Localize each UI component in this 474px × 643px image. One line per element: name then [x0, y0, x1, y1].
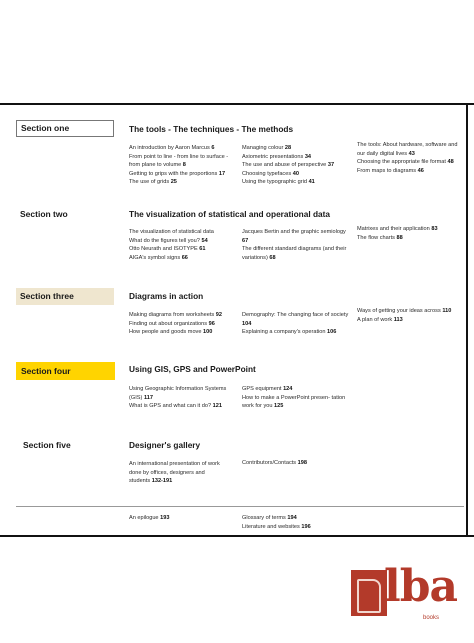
section-one-col-1 — [129, 144, 237, 187]
toc-entry-page: 88 — [396, 234, 403, 241]
toc-entry — [129, 320, 237, 329]
toc-entry-text: Using the typographic grid — [242, 179, 307, 186]
footer-col-1 — [129, 514, 237, 523]
toc-entry-text: A plan of work — [357, 316, 393, 323]
section-three-label: Section three — [16, 288, 114, 305]
book-shape — [357, 579, 381, 613]
toc-entry — [242, 459, 350, 468]
toc-entry-text: The use of grids — [129, 179, 170, 186]
toc-entry-page: 34 — [304, 153, 312, 160]
toc-entry-text: GPS equipment — [242, 386, 282, 392]
toc-entry-page: 83 — [431, 226, 438, 232]
toc-entry-text: How people and goods move — [129, 329, 202, 336]
toc-entry — [129, 385, 237, 402]
toc-entry — [129, 402, 237, 411]
toc-entry-page: 121 — [212, 403, 222, 410]
toc-entry-page: 25 — [170, 179, 177, 186]
toc-entry-text: Getting to grips with the proportions — [129, 170, 218, 177]
toc-entry — [129, 153, 237, 170]
toc-entry-page: 106 — [327, 329, 337, 336]
toc-entry-text: The visualization of statistical data — [129, 229, 214, 235]
footer-divider — [16, 506, 464, 507]
section-four-col-1 — [129, 385, 237, 411]
toc-entry — [242, 245, 350, 262]
toc-entry-text: An epilogue — [129, 515, 159, 521]
section-five-col-1 — [129, 460, 223, 486]
toc-entry-text: Explaining a company's operation — [242, 329, 326, 336]
toc-entry — [129, 178, 237, 187]
toc-entry-text: Matrixes and their application — [357, 226, 430, 232]
toc-entry-page: 96 — [208, 320, 215, 327]
logo-subtitle: books — [423, 615, 440, 621]
toc-entry-text: The flow charts — [357, 234, 395, 241]
toc-entry-page: 40 — [292, 170, 299, 177]
toc-entry-text: What is GPS and what can it do? — [129, 403, 212, 410]
section-two-col-1 — [129, 228, 237, 262]
toc-entry-text: Managing colour — [242, 145, 284, 151]
toc-entry-page: 124 — [283, 386, 293, 392]
section-three-title: Diagrams in action — [129, 291, 204, 301]
toc-entry-text: The use and abuse of perspective — [242, 162, 327, 169]
toc-entry-text: Choosing the appropriate file format — [357, 159, 446, 166]
toc-entry — [129, 237, 237, 246]
toc-entry — [129, 144, 237, 153]
toc-entry-text: An introduction by Aaron Marcus — [129, 145, 210, 151]
toc-entry-page: 194 — [287, 515, 297, 521]
toc-entry-page: 67 — [242, 237, 249, 244]
toc-entry-page: 104 — [242, 320, 252, 327]
section-three-col-2 — [242, 311, 350, 337]
toc-entry-page: 92 — [215, 312, 222, 318]
toc-entry — [129, 245, 237, 254]
toc-entry-text: Ways of getting your ideas across — [357, 308, 441, 314]
toc-entry-text: Contributors/Contacts — [242, 460, 297, 466]
toc-entry — [242, 514, 350, 523]
toc-entry-page: 193 — [160, 515, 170, 521]
toc-entry-text: How to make a PowerPoint presen- tation work for you — [242, 394, 346, 410]
toc-entry-text: What do the figures tell you? — [129, 237, 200, 244]
toc-entry-page: 61 — [199, 246, 206, 253]
toc-entry-text: An international presentation of work done by offices, designers and students — [129, 461, 220, 485]
toc-entry — [357, 158, 463, 167]
lba-books-logo — [351, 561, 461, 627]
section-four-title: Using GIS, GPS and PowerPoint — [129, 364, 256, 374]
toc-entry-text: Choosing typefaces — [242, 170, 292, 177]
section-two-col-2 — [242, 228, 350, 262]
toc-entry-page: 198 — [297, 460, 308, 466]
toc-entry — [242, 523, 350, 532]
book-icon — [351, 570, 387, 616]
toc-entry — [357, 225, 463, 234]
section-four-label: Section four — [16, 362, 115, 380]
section-five-label: Section five — [23, 440, 71, 450]
toc-entry-page: 196 — [301, 523, 311, 530]
toc-entry-text: Jacques Bertin and the graphic semiology — [242, 229, 346, 235]
toc-entry — [242, 311, 350, 328]
toc-entry — [129, 254, 237, 263]
section-one-col-2 — [242, 144, 350, 187]
toc-entry-page: 28 — [284, 145, 292, 151]
section-two-col-3 — [357, 225, 463, 242]
toc-entry-page: 17 — [218, 170, 226, 177]
section-one-title: The tools - The techniques - The methods — [129, 124, 294, 134]
toc-entry — [242, 385, 350, 394]
toc-entry — [242, 161, 350, 170]
toc-entry-page: 110 — [442, 308, 452, 314]
toc-entry-page: 117 — [143, 394, 153, 401]
toc-entry-text: Using Geographic Information Systems (GIS) — [129, 386, 227, 401]
toc-entry-text: Making diagrams from worksheets — [129, 312, 215, 318]
toc-entry-text: Glossary of terms — [242, 515, 286, 521]
toc-entry-text: The different standard diagrams (and their variations) — [242, 246, 347, 261]
toc-entry — [129, 170, 237, 179]
toc-entry — [357, 167, 463, 176]
toc-entry-text: From maps to diagrams — [357, 167, 417, 174]
toc-entry — [129, 228, 237, 237]
section-five-title: Designer's gallery — [129, 440, 201, 450]
toc-entry — [129, 460, 223, 486]
section-one-label: Section one — [16, 120, 114, 137]
toc-entry-page: 41 — [308, 179, 315, 186]
toc-entry — [357, 234, 463, 243]
toc-entry-page: 43 — [408, 150, 415, 157]
toc-entry-text: From point to line - from line to surface - from plane to volume — [129, 153, 229, 169]
toc-entry — [242, 394, 350, 411]
section-two-title: The visualization of statistical and operational data — [129, 209, 331, 219]
toc-entry-page: 54 — [201, 237, 208, 244]
toc-entry-page: 37 — [327, 162, 335, 169]
toc-entry — [242, 144, 350, 153]
toc-entry-page: 6 — [211, 145, 215, 151]
toc-entry-text: Otto Neurath and ISOTYPE — [129, 246, 198, 253]
toc-entry — [242, 228, 350, 245]
toc-entry — [357, 307, 463, 316]
toc-entry — [242, 153, 350, 162]
toc-entry-page: 66 — [181, 254, 188, 261]
toc-entry-page: 100 — [203, 329, 213, 336]
toc-entry-text: Literature and websites — [242, 523, 300, 530]
section-five-col-2 — [242, 459, 350, 468]
section-three-col-3 — [357, 307, 463, 324]
toc-entry — [242, 170, 350, 179]
toc-entry-page: 68 — [269, 254, 276, 261]
toc-entry-page: 125 — [274, 403, 284, 410]
toc-entry-text: Finding out about organizations — [129, 320, 208, 327]
frame-right-edge — [466, 103, 468, 537]
toc-entry-page: 8 — [182, 162, 186, 169]
toc-entry — [357, 141, 463, 158]
toc-entry — [242, 178, 350, 187]
toc-entry-text: The tools: About hardware, software and our daily digital lives — [357, 142, 458, 157]
footer-col-2 — [242, 514, 350, 531]
toc-entry-text: AIGA's symbol signs — [129, 254, 181, 261]
toc-entry-text: Demography: The changing face of society — [242, 312, 349, 318]
toc-entry-page: 48 — [447, 159, 454, 166]
toc-entry — [129, 311, 237, 320]
section-four-col-2 — [242, 385, 350, 411]
toc-entry — [242, 328, 350, 337]
section-three-col-1 — [129, 311, 237, 337]
section-two-label: Section two — [20, 209, 68, 219]
toc-entry-page: 113 — [393, 316, 403, 323]
toc-entry — [357, 316, 463, 325]
toc-entry — [129, 328, 237, 337]
toc-entry — [129, 514, 237, 523]
section-one-col-3 — [357, 141, 463, 175]
toc-entry-page: 46 — [417, 167, 424, 174]
logo-wordmark: lba — [384, 561, 457, 612]
toc-entry-page: 132-191 — [151, 478, 173, 485]
toc-entry-text: Axiometric presentations — [242, 153, 304, 160]
